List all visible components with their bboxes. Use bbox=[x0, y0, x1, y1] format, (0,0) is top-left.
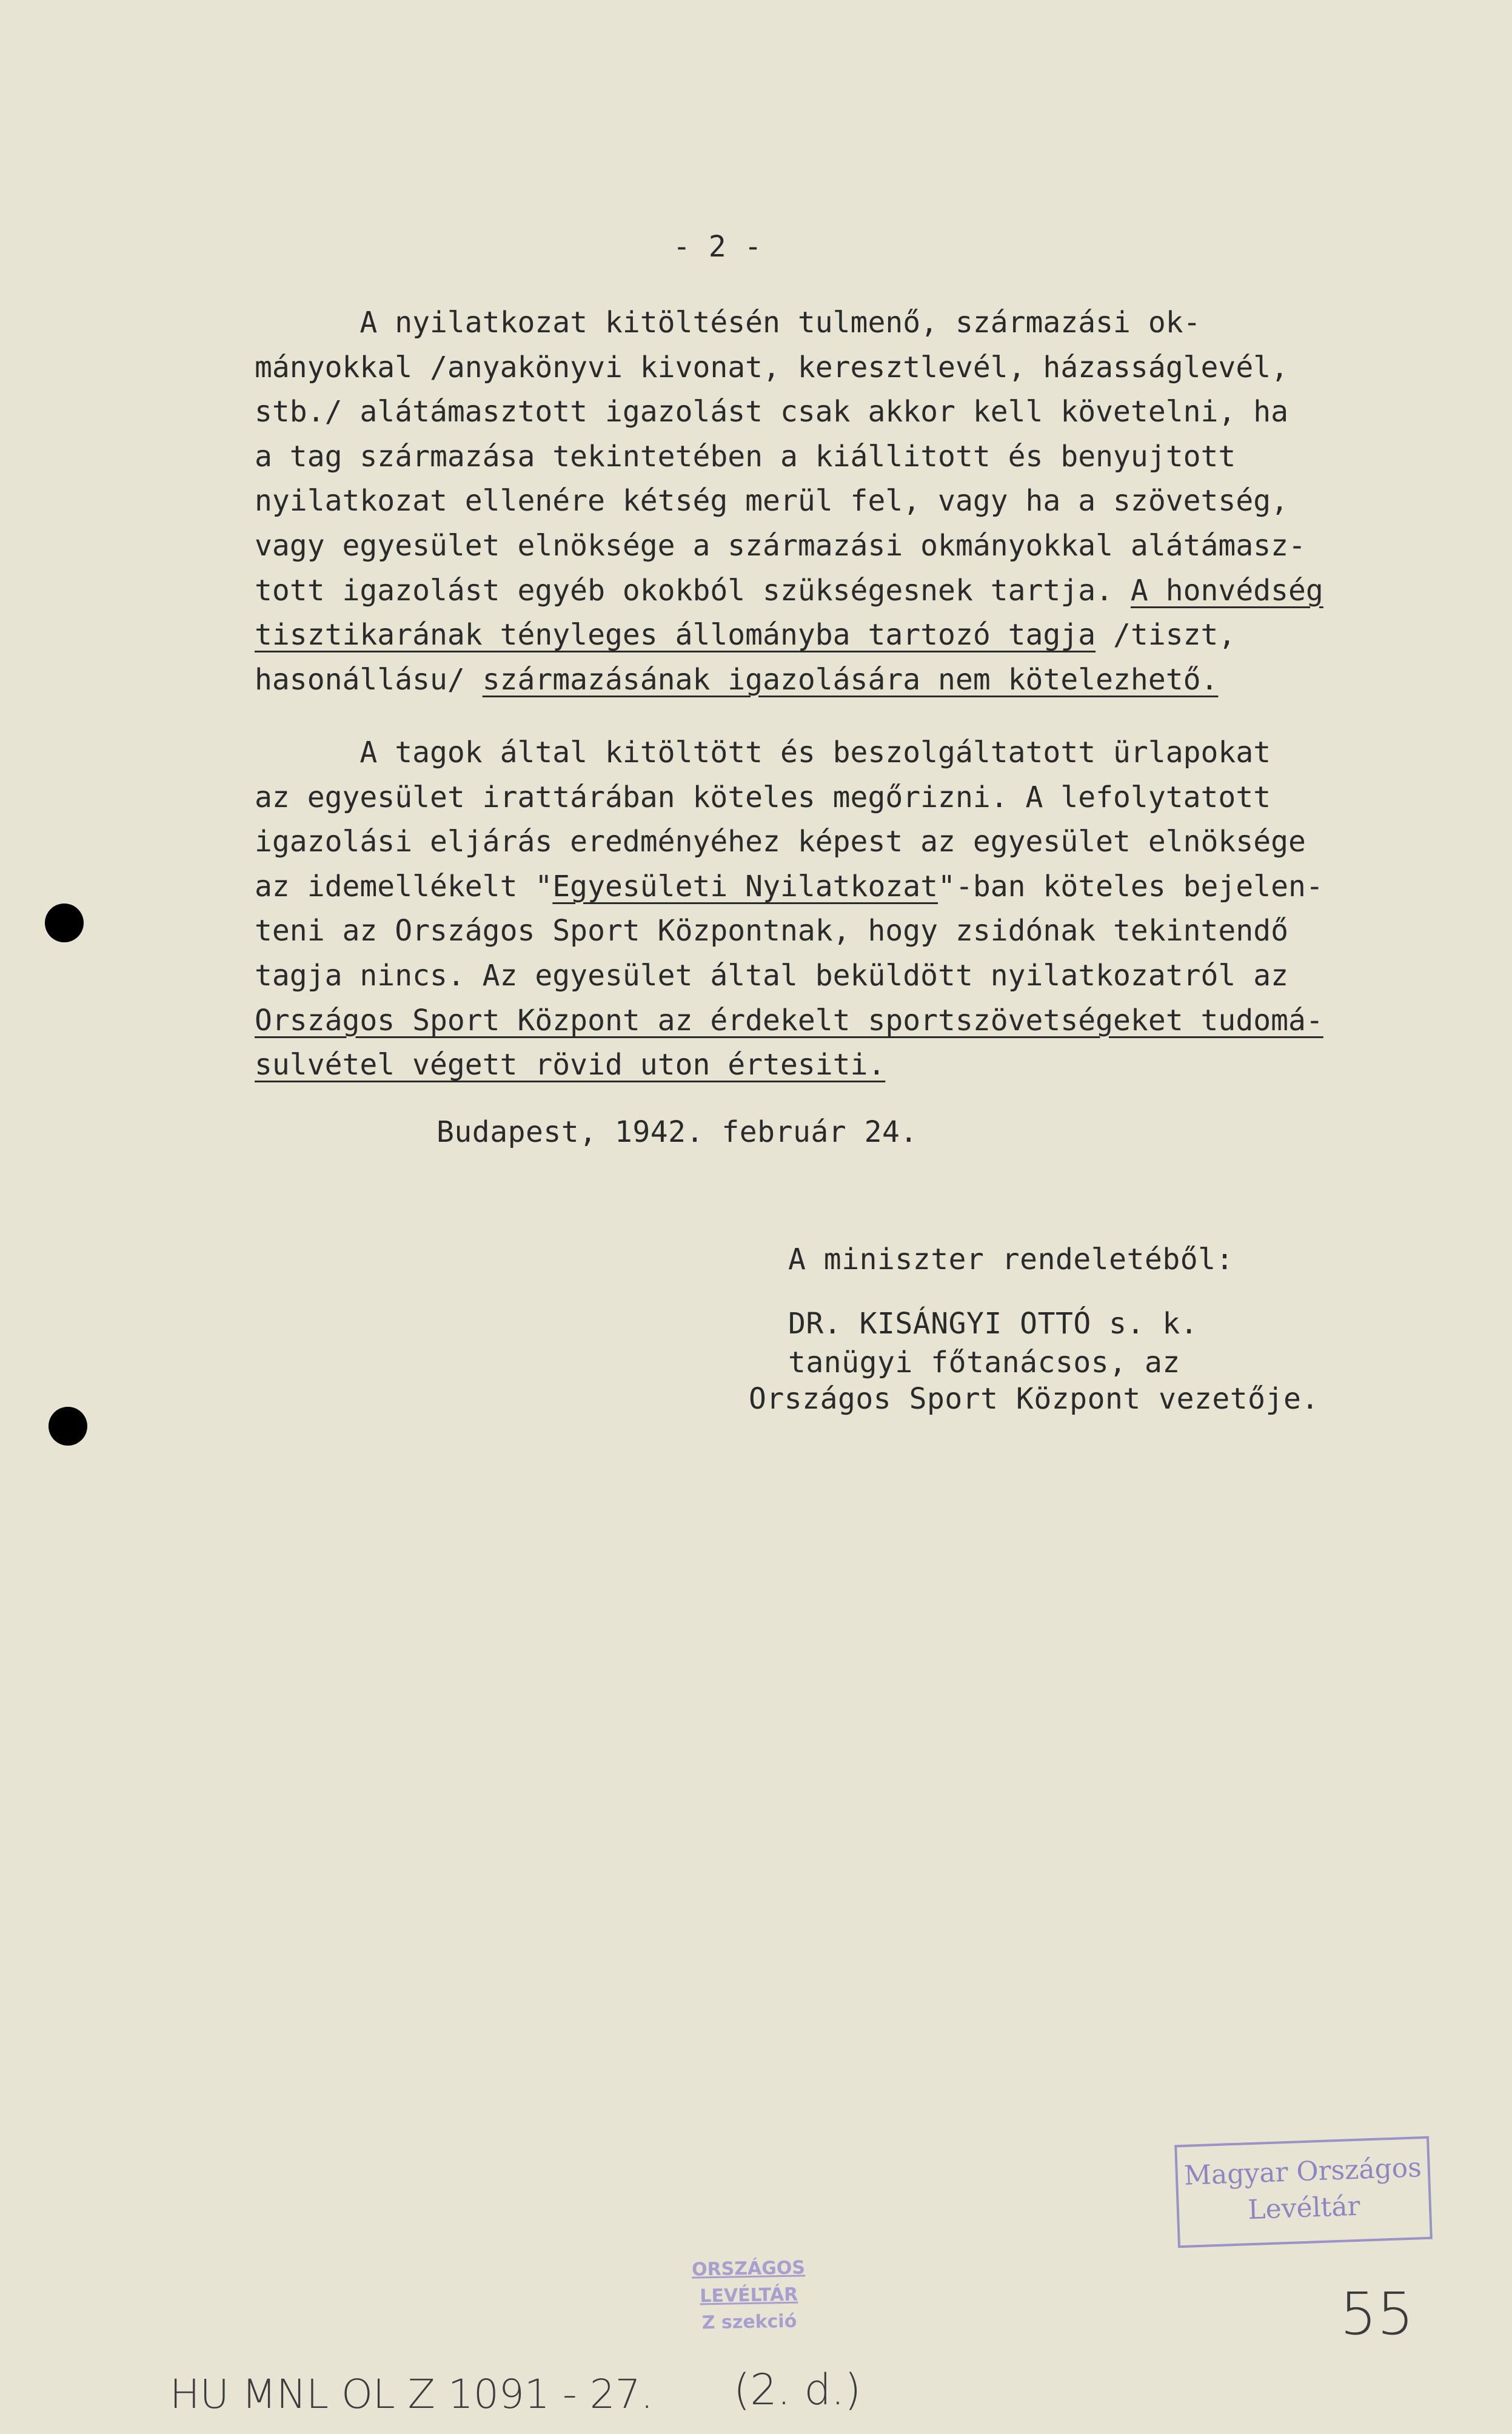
paragraph-text: az idemellékelt " bbox=[255, 869, 553, 904]
paragraph-text: /tiszt, bbox=[1096, 618, 1236, 652]
archive-section-stamp-line: ORSZÁGOS LEVÉLTÁR bbox=[691, 2257, 806, 2307]
paragraph-line: A tagok által kitöltött és beszolgáltatott ürlapokat bbox=[255, 736, 1271, 769]
archive-stamp-line: Levéltár bbox=[1247, 2190, 1361, 2226]
paragraph-line bbox=[255, 613, 1425, 658]
signature-line-4: Országos Sport Központ vezetője. bbox=[749, 1382, 1319, 1416]
punch-hole bbox=[45, 904, 84, 942]
paragraph-line: A nyilatkozat kitöltésén tulmenő, származási ok- bbox=[255, 306, 1201, 340]
paragraph-line bbox=[255, 658, 1425, 703]
date-line: Budapest, 1942. február 24. bbox=[437, 1115, 918, 1149]
paragraph-line bbox=[255, 1043, 1425, 1088]
paragraph-line: tagja nincs. Az egyesület által beküldött nyilatkozatról az bbox=[255, 958, 1289, 993]
signature-line-1: A miniszter rendeletéből: bbox=[788, 1242, 1234, 1276]
punch-hole bbox=[49, 1407, 87, 1446]
archive-stamp-line: Magyar Országos bbox=[1183, 2152, 1422, 2191]
signature-line-3: tanügyi főtanácsos, az bbox=[788, 1346, 1180, 1380]
paragraph-line: a tag származása tekintetében a kiállitott és benyujtott bbox=[255, 439, 1236, 474]
paragraph-text: tott igazolást egyéb okokból szükségesnek tartja. bbox=[255, 573, 1131, 608]
paragraph-line: vagy egyesület elnöksége a származási okmányokkal alátámasz- bbox=[255, 528, 1306, 563]
signature-line-2: DR. KISÁNGYI OTTÓ s. k. bbox=[788, 1307, 1199, 1341]
paragraph-line: stb./ alátámasztott igazolást csak akkor kell követelni, ha bbox=[255, 395, 1289, 429]
page-number: - 2 - bbox=[673, 230, 762, 264]
archive-part: (2. d.) bbox=[734, 2365, 861, 2415]
underlined-text: A honvédség bbox=[1130, 573, 1323, 608]
underlined-text: sulvétel végett rövid uton értesiti. bbox=[255, 1048, 886, 1082]
archive-section-stamp-line: Z szekció bbox=[701, 2310, 797, 2334]
paragraph-line bbox=[255, 999, 1425, 1044]
paragraph-line: igazolási eljárás eredményéhez képest az egyesület elnöksége bbox=[255, 825, 1306, 859]
underlined-text: Egyesületi Nyilatkozat bbox=[552, 869, 938, 904]
underlined-text: Országos Sport Központ az érdekelt sportszövetségeket tudomá- bbox=[255, 1003, 1323, 1038]
paragraph-line bbox=[255, 865, 1425, 910]
underlined-text: tisztikarának tényleges állományba tartozó tagja bbox=[255, 618, 1096, 652]
paragraph-line: mányokkal /anyakönyvi kivonat, keresztlevél, házasságlevél, bbox=[255, 350, 1289, 384]
paragraph-text: "-ban köteles bejelen- bbox=[938, 869, 1323, 904]
paragraph-2 bbox=[255, 731, 1425, 1088]
paragraph-line: az egyesület irattárában köteles megőrizni. A lefolytatott bbox=[255, 780, 1271, 814]
underlined-text: származásának igazolására nem kötelezhető. bbox=[482, 662, 1219, 697]
paragraph-line: teni az Országos Sport Központnak, hogy zsidónak tekintendő bbox=[255, 914, 1289, 948]
archive-section-stamp bbox=[648, 2254, 849, 2334]
paragraph-1 bbox=[255, 301, 1425, 702]
paragraph-line bbox=[255, 569, 1425, 614]
paragraph-text: hasonállásu/ bbox=[255, 662, 483, 697]
paragraph-line: nyilatkozat ellenére kétség merül fel, vagy ha a szövetség, bbox=[255, 484, 1289, 518]
folio-number: 55 bbox=[1340, 2280, 1414, 2348]
archive-reference: HU MNL OL Z 1091 - 27. bbox=[170, 2371, 654, 2418]
archive-stamp bbox=[1174, 2136, 1433, 2248]
